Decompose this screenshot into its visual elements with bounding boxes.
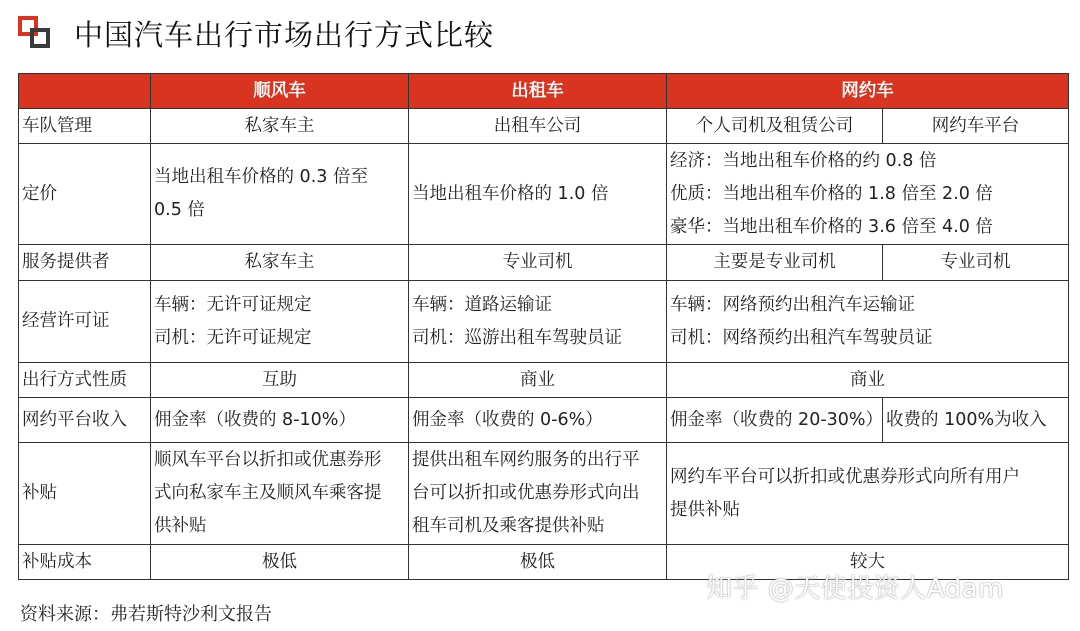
table-cell: 专业司机 xyxy=(883,245,1069,281)
cell-line: 网约车平台可以折扣或优惠券形式向所有用户 xyxy=(670,466,1020,487)
table-row xyxy=(19,144,1069,245)
cell-line: 台可以折扣或优惠券形式向出 xyxy=(412,483,640,503)
table-cell: 收费的 100%为收入 xyxy=(883,398,1069,443)
cell-line: 经济：当地出租车价格的约 0.8 倍 xyxy=(670,150,937,171)
table-cell: 私家车主 xyxy=(151,245,409,281)
table-cell xyxy=(667,144,1069,245)
table-cell xyxy=(409,443,667,545)
source-note: 资料来源：弗若斯特沙利文报告 xyxy=(20,604,272,625)
cell-line: 提供出租车网约服务的出行平 xyxy=(412,450,640,470)
cell-line: 租车司机及乘客提供补贴 xyxy=(412,516,605,536)
comparison-table xyxy=(18,73,1069,580)
cell-line: 供补贴 xyxy=(154,516,207,536)
watermark: 知乎 @天使投资人Adam xyxy=(706,574,1004,604)
cell-line: 车辆：无许可证规定 xyxy=(154,294,312,315)
cell-line: 当地出租车价格的 0.3 倍至 xyxy=(154,167,368,187)
table-cell xyxy=(151,443,409,545)
table-cell: 网约车平台 xyxy=(883,109,1069,144)
table-cell: 极低 xyxy=(151,545,409,580)
cell-line: 豪华：当地出租车价格的 3.6 倍至 4.0 倍 xyxy=(670,216,993,237)
header-blank xyxy=(19,74,151,109)
table-cell xyxy=(151,281,409,363)
page-header xyxy=(18,10,494,56)
cell-line: 顺风车平台以折扣或优惠券形 xyxy=(154,450,382,470)
table-cell: 出租车公司 xyxy=(409,109,667,144)
table-cell: 专业司机 xyxy=(409,245,667,281)
table-cell: 较大 xyxy=(667,545,1069,580)
cell-line: 司机：巡游出租车驾驶员证 xyxy=(412,327,622,348)
table-cell xyxy=(667,443,1069,545)
table-row xyxy=(19,109,1069,144)
table-cell xyxy=(409,281,667,363)
cell-line: 式向私家车主及顺风车乘客提 xyxy=(154,483,382,503)
table-cell: 个人司机及租赁公司 xyxy=(667,109,883,144)
table-cell: 商业 xyxy=(667,363,1069,398)
table-cell: 极低 xyxy=(409,545,667,580)
header-taxi: 出租车 xyxy=(409,74,667,109)
cell-line: 提供补贴 xyxy=(670,499,740,520)
page-title: 中国汽车出行市场出行方式比较 xyxy=(74,17,495,52)
row-label: 定价 xyxy=(19,144,151,245)
header-ride-hailing: 网约车 xyxy=(667,74,1069,109)
row-label: 补贴成本 xyxy=(19,545,151,580)
table-cell: 互助 xyxy=(151,363,409,398)
table-cell xyxy=(151,144,409,245)
cell-line: 0.5 倍 xyxy=(154,200,205,220)
table-cell: 主要是专业司机 xyxy=(667,245,883,281)
cell-line: 优质：当地出租车价格的 1.8 倍至 2.0 倍 xyxy=(670,183,993,204)
table-row xyxy=(19,363,1069,398)
table-cell xyxy=(667,281,1069,363)
cell-line: 司机：无许可证规定 xyxy=(154,327,312,348)
table-cell: 私家车主 xyxy=(151,109,409,144)
row-label: 网约平台收入 xyxy=(19,398,151,443)
table-cell: 商业 xyxy=(409,363,667,398)
table-row xyxy=(19,398,1069,443)
table-cell: 佣金率（收费的 0-6%） xyxy=(409,398,667,443)
logo-icon xyxy=(18,16,52,50)
table-header-row xyxy=(19,74,1069,109)
cell-line: 司机：网络预约出租汽车驾驶员证 xyxy=(670,327,933,348)
header-rideshare: 顺风车 xyxy=(151,74,409,109)
row-label: 服务提供者 xyxy=(19,245,151,281)
table-cell: 佣金率（收费的 20-30%） xyxy=(667,398,883,443)
table-cell: 佣金率（收费的 8-10%） xyxy=(151,398,409,443)
table-row xyxy=(19,443,1069,545)
table-row xyxy=(19,245,1069,281)
cell-line: 车辆：道路运输证 xyxy=(412,294,552,315)
row-label: 车队管理 xyxy=(19,109,151,144)
table-cell: 当地出租车价格的 1.0 倍 xyxy=(409,144,667,245)
row-label: 经营许可证 xyxy=(19,281,151,363)
cell-line: 车辆：网络预约出租汽车运输证 xyxy=(670,294,915,315)
table-row xyxy=(19,281,1069,363)
row-label: 补贴 xyxy=(19,443,151,545)
row-label: 出行方式性质 xyxy=(19,363,151,398)
